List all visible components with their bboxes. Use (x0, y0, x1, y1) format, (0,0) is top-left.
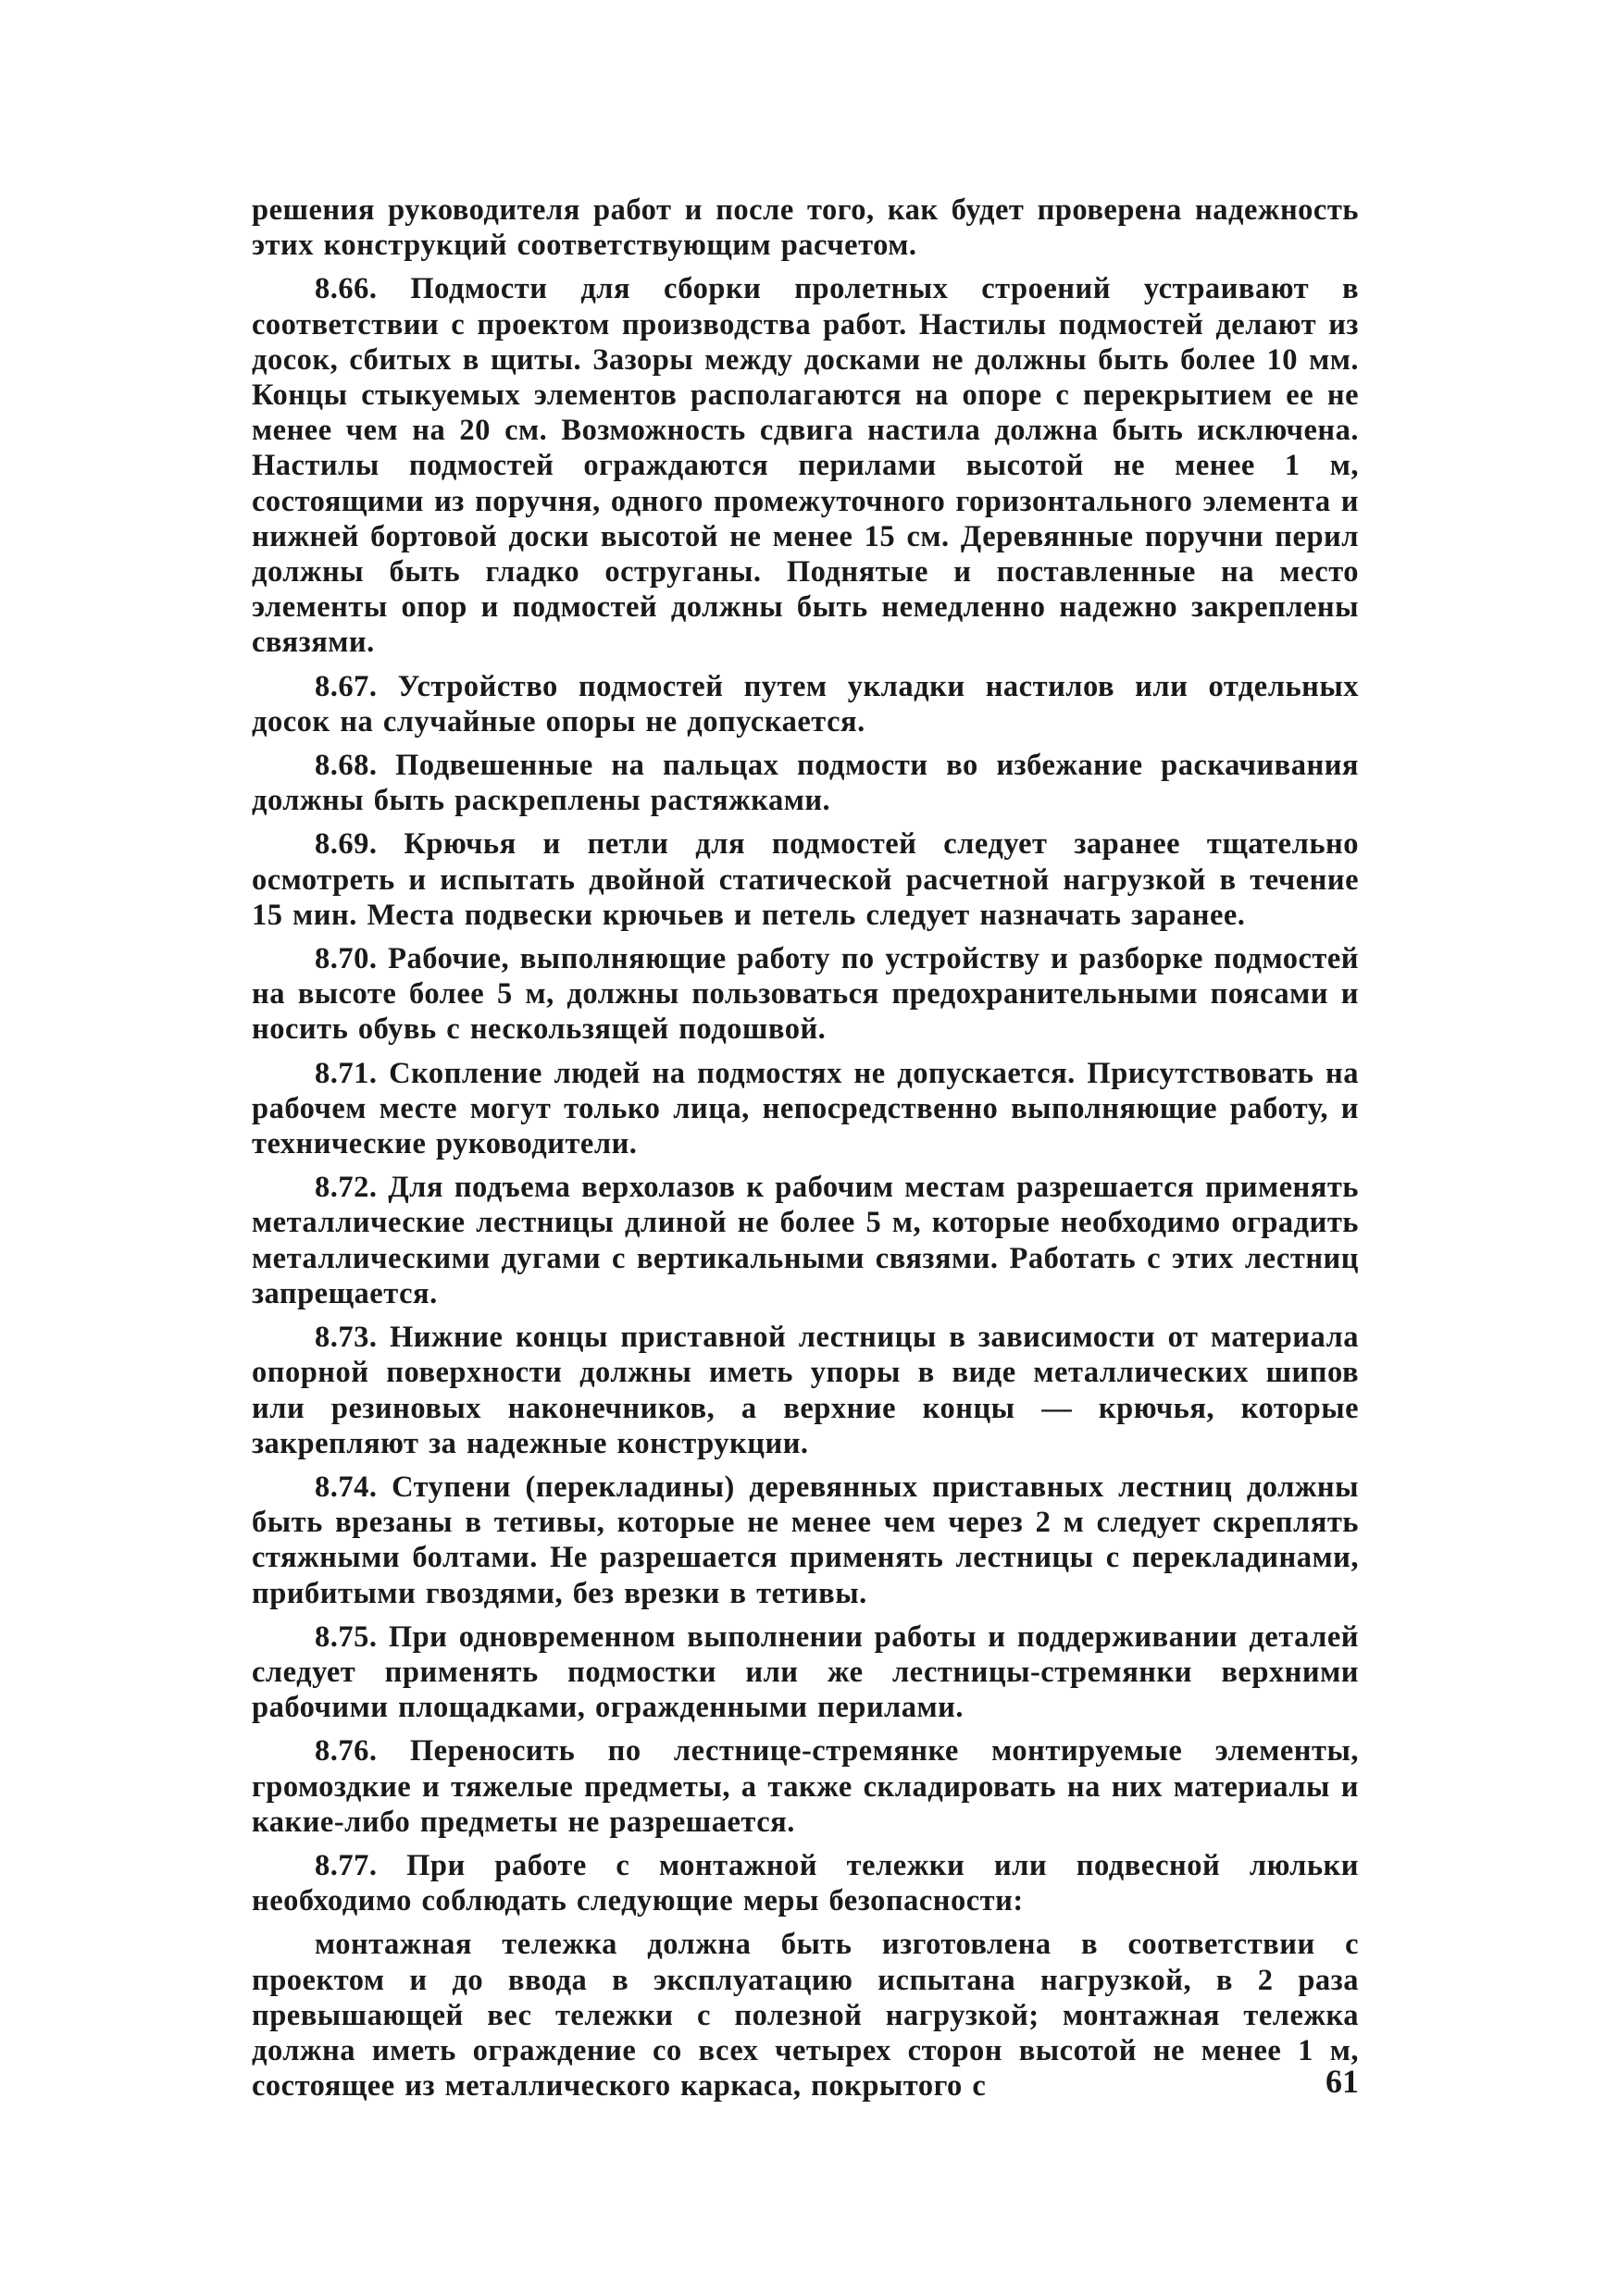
paragraph-8-73: 8.73. Нижние концы приставной лестницы в зависимости от материала опорной поверхности должны иметь упоры в виде металлических шипов или резиновых наконечников, а верхние концы — крючья, которые закрепляют за надежные конструкции. (252, 1321, 1359, 1460)
paragraph-8-69: 8.69. Крючья и петли для подмостей следует заранее тщательно осмотреть и испытать двойной статической расчетной нагрузкой в течение 15 мин. Места подвески крючьев и петель следует назначать заранее. (252, 827, 1359, 932)
body-text (252, 192, 1359, 2112)
page-number: 61 (1326, 2063, 1359, 2100)
paragraph-continuation: решения руководителя работ и после того, как будет проверена надежность этих конструкций соответствующим расчетом. (252, 193, 1359, 263)
paragraph-8-67: 8.67. Устройство подмостей путем укладки настилов или отдельных досок на случайные опоры не допускается. (252, 669, 1359, 738)
paragraph-8-77-item: монтажная тележка должна быть изготовлена в соответствии с проектом и до ввода в эксплуатацию испытана нагрузкой, в 2 раза превышающей вес тележки с полезной нагрузкой; монтажная тележка должна иметь ограждение со всех четырех сторон высотой не менее 1 м, состоящее из металлического каркаса, покрытого с (252, 1928, 1359, 2104)
paragraph-8-66: 8.66. Подмости для сборки пролетных строений устраивают в соответствии с проектом производства работ. Настилы подмостей делают из досок, сбитых в щиты. Зазоры между досками не должны быть более 10 мм. Концы стыкуемых элементов располагаются на опоре с перекрытием ее не менее чем на 20 см. Возможность сдвига настила должна быть исключена. Настилы подмостей ограждаются перилами высотой не менее 1 м, состоящими из поручня, одного промежуточного горизонтального элемента и нижней бортовой доски высотой не менее 15 см. Деревянные поручни перил должны быть гладко оструганы. Поднятые и поставленные на место элементы опор и подмостей должны быть немедленно надежно закреплены связями. (252, 272, 1359, 660)
paragraph-8-74: 8.74. Ступени (перекладины) деревянных приставных лестниц должны быть врезаны в тетивы, которые не менее чем через 2 м следует скреплять стяжными болтами. Не разрешается применять лестницы с перекладинами, прибитыми гвоздями, без врезки в тетивы. (252, 1470, 1359, 1610)
paragraph-8-70: 8.70. Рабочие, выполняющие работу по устройству и разборке подмостей на высоте более 5 м, должны пользоваться предохранительными поясами и носить обувь с нескользящей подошвой. (252, 942, 1359, 1047)
paragraph-8-75: 8.75. При одновременном выполнении работы и поддерживании деталей следует применять подмостки или же лестницы-стремянки верхними рабочими площадками, огражденными перилами. (252, 1620, 1359, 1725)
paragraph-8-77: 8.77. При работе с монтажной тележки или подвесной люльки необходимо соблюдать следующие меры безопасности: (252, 1848, 1359, 1918)
paragraph-8-68: 8.68. Подвешенные на пальцах подмости во избежание раскачивания должны быть раскреплены растяжками. (252, 749, 1359, 818)
paragraph-8-76: 8.76. Переносить по лестнице-стремянке монтируемые элементы, громоздкие и тяжелые предметы, а также складировать на них материалы и какие-либо предметы не разрешается. (252, 1734, 1359, 1839)
paragraph-8-72: 8.72. Для подъема верхолазов к рабочим местам разрешается применять металлические лестницы длиной не более 5 м, которые необходимо оградить металлическими дугами с вертикальными связями. Работать с этих лестниц запрещается. (252, 1171, 1359, 1310)
paragraph-8-71: 8.71. Скопление людей на подмостях не допускается. Присутствовать на рабочем месте могут только лица, непосредственно выполняющие работу, и технические руководители. (252, 1056, 1359, 1161)
